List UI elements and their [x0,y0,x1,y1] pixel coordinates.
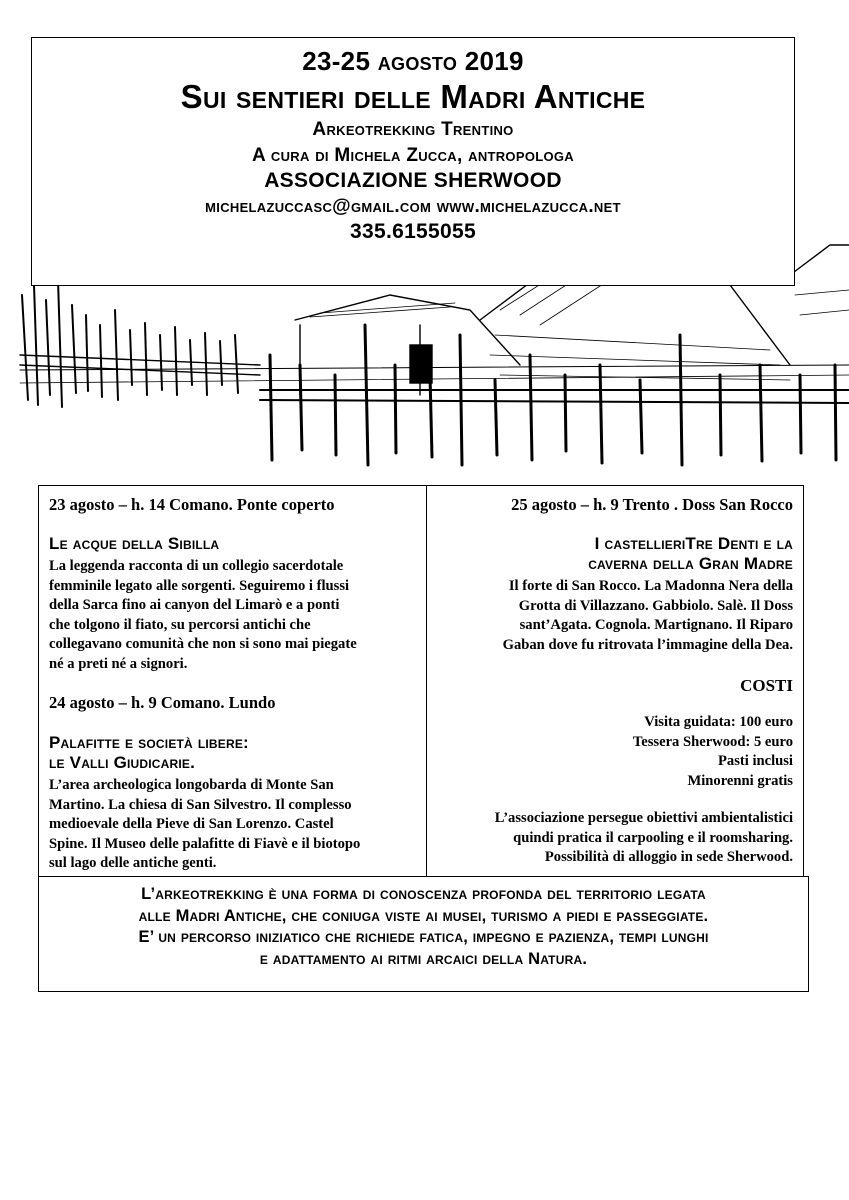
description-line: che tolgono il fiato, su percorsi antichi che [49,616,311,633]
title-line: Palafitte e società libere: [49,733,249,752]
cost-item: Visita guidata: 100 euro [644,714,793,730]
closing-line: L’arkeotrekking è una forma di conoscenza profonda del territorio legata [141,885,706,903]
description-line: sul lago delle antiche genti. [49,855,217,872]
note-line: quindi pratica il carpooling e il roomsharing. [513,829,793,846]
description-line: Il forte di San Rocco. La Madonna Nera della [508,578,793,594]
title-line: I castellieriTre Denti e la [594,534,793,553]
closing-panel [38,876,809,992]
header-box [31,37,795,286]
cost-item: Minorenni gratis [687,772,793,789]
description-line: della Sarca fino ai canyon del Limarò e a ponti [49,597,340,614]
description-line: Grotta di Villazzano. Gabbiolo. Salè. Il Doss [518,597,793,614]
title-line: caverna della Gran Madre [588,554,793,573]
day1-heading: 23 agosto – h. 14 Comano. Ponte coperto [49,495,335,514]
description-line: né a preti né a signori. [49,655,188,672]
day3-heading: 25 agosto – h. 9 Trento . Doss San Rocco [511,495,793,514]
day2-description [39,776,426,874]
day2-title [39,733,426,773]
description-line: Martino. La chiesa di San Silvestro. Il complesso [49,796,352,813]
cost-item: Pasti inclusi [717,753,793,770]
contact-line: michelazuccasc@gmail.com www.michelazucca.net [205,196,621,217]
day1-title: Le acque della Sibilla [49,534,220,553]
description-line: Gaban dove fu ritrovata l’immagine della Dea. [502,636,793,653]
description-line: femminile legato alle sorgenti. Seguiremo i flussi [49,577,350,594]
phone-number: 335.6155055 [350,220,476,243]
event-date: 23-25 agosto 2019 [302,46,524,76]
day2-heading: 24 agosto – h. 9 Comano. Lundo [49,693,276,712]
description-line: L’area archeologica longobarda di Monte San [49,777,334,793]
cost-item: Tessera Sherwood: 5 euro [632,733,793,750]
description-line: Spine. Il Museo delle palafitte di Fiavè e il biotopo [49,835,361,852]
right-program-panel [426,485,804,877]
closing-line: alle Madri Antiche, che coniuga viste ai musei, turismo a piedi e passeggiate. [138,906,709,925]
association-note [427,809,803,868]
event-subtitle: Arkeotrekking Trentino [312,119,514,140]
note-line: L’associazione persegue obiettivi ambientalistici [494,810,793,826]
closing-text [39,884,808,970]
description-line: collegavano comunità che non si sono mai piegate [49,636,357,653]
association-name: ASSOCIAZIONE SHERWOOD [264,169,562,192]
event-author: A cura di Michela Zucca, antropologa [252,145,574,166]
event-title: Sui sentieri delle Madri Antiche [180,78,646,115]
description-line: medioevale della Pieve di San Lorenzo. Castel [49,816,334,833]
closing-line: E’ un percorso iniziatico che richiede fatica, impegno e pazienza, tempi lunghi [138,928,709,946]
left-program-panel [38,485,427,877]
description-line: sant’Agata. Cognola. Martignano. Il Riparo [519,617,793,634]
day1-description [39,557,426,675]
closing-line: e adattamento ai ritmi arcaici della Natura. [259,949,588,968]
note-line: Possibilità di alloggio in sede Sherwood. [544,849,793,866]
costs-heading: COSTI [740,676,793,695]
costs-list [427,713,803,791]
description-line: La leggenda racconta di un collegio sacerdotale [49,558,344,574]
day3-description [427,577,803,655]
day3-title [427,534,803,574]
title-line: le Valli Giudicarie. [49,753,196,772]
